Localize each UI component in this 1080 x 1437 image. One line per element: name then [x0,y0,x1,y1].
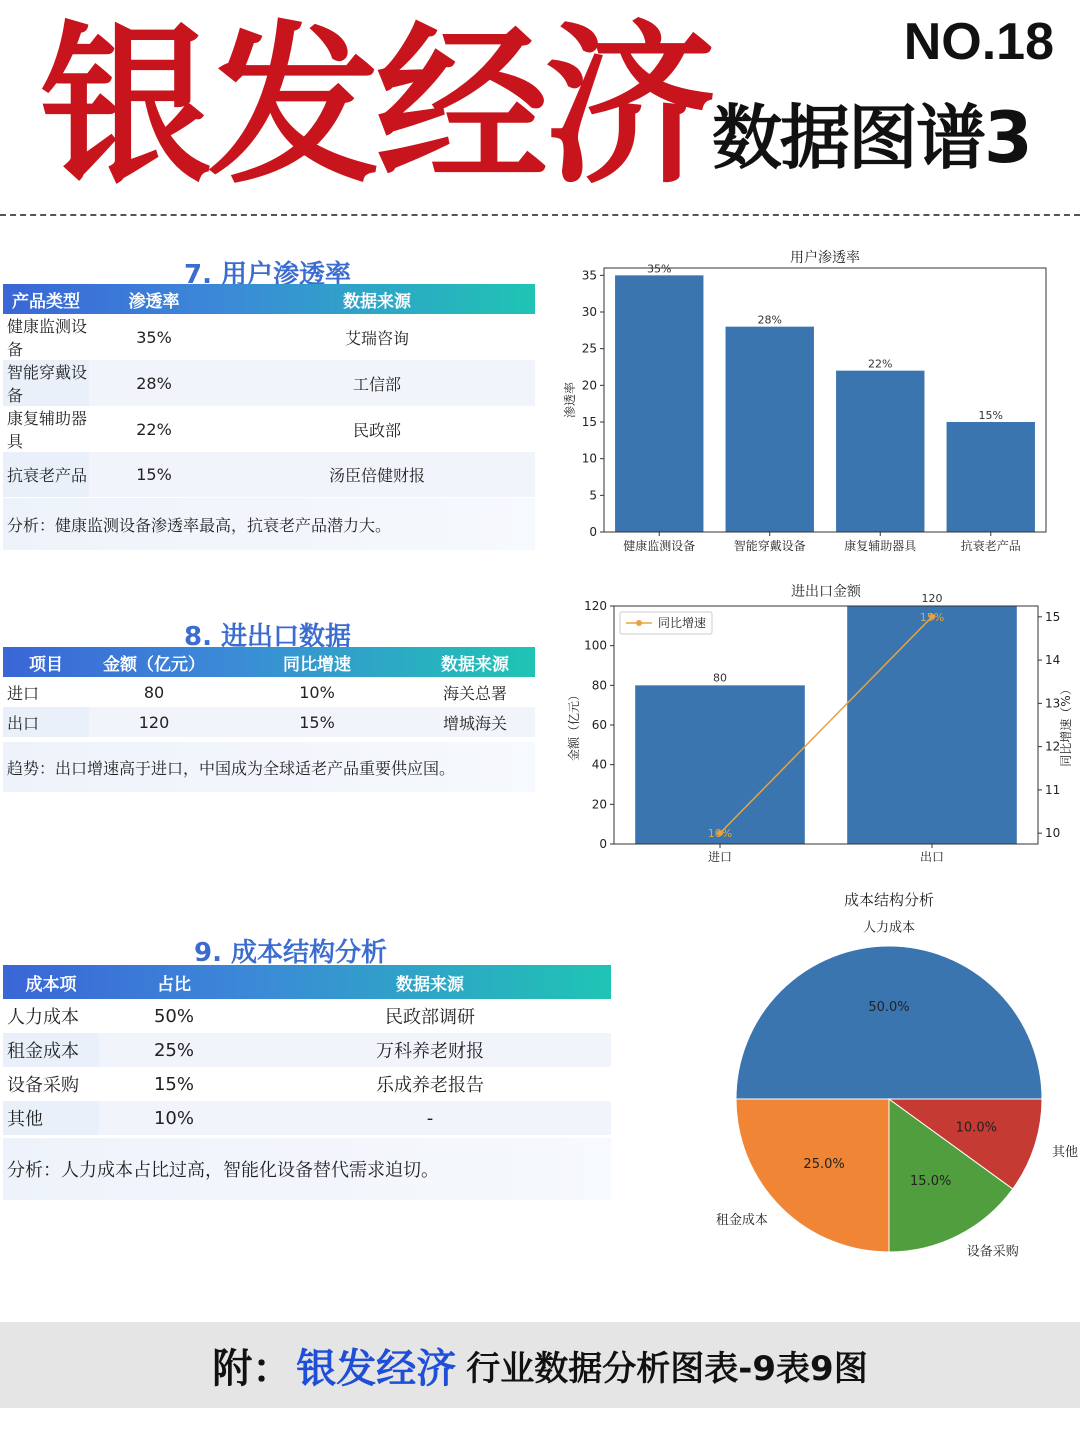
penetration-table [3,284,535,497]
data-label: 15% [978,409,1003,422]
legend-marker [636,620,642,626]
x-tick-label: 进口 [707,850,733,864]
x-tick-label: 抗衰老产品 [960,539,1021,553]
data-label: 80 [713,671,727,685]
source-cell: 工信部 [219,360,535,406]
data-label: 22% [868,357,893,371]
chart-title: 成本结构分析 [843,891,935,909]
bar [836,371,924,532]
x-tick-label: 康复辅助器具 [844,539,917,553]
section9-title: 9. 成本结构分析 [194,938,388,968]
share-cell: 50% [153,1005,194,1027]
column-header: 同比增速 [283,654,351,675]
share-cell: 15% [153,1073,194,1095]
item-cell: 出口 [3,707,89,737]
section9-note: 分析：人力成本占比过高，智能化设备替代需求迫切。 [3,1138,611,1200]
slice-category-label: 设备采购 [966,1244,1019,1260]
y-tick-label: 40 [591,757,607,772]
source-cell: 艾瑞咨询 [344,328,409,348]
dashed-divider [0,214,1080,216]
pie-slice [736,946,1042,1099]
table-header-row [3,647,535,677]
growth-cell: 10% [299,682,335,702]
footer-prefix: 附： [212,1345,293,1392]
data-label: 120 [921,592,943,605]
y2-tick-label: 11 [1045,782,1061,797]
table-header-row [3,284,535,314]
y-tick-label: 5 [589,488,597,503]
y-axis-label: 渗透率 [563,381,577,419]
slice-category-label: 租金成本 [715,1213,768,1229]
y-tick-label: 60 [591,718,607,732]
column-header: 产品类型 [12,291,80,312]
import-export-combo-chart [560,574,1076,870]
x-tick-label: 智能穿戴设备 [733,539,806,553]
issue-number: NO.18 [903,13,1054,71]
slice-percent-label: 50.0% [868,1000,910,1016]
chart-title: 进出口金额 [791,584,861,600]
y-tick-label: 20 [591,797,607,812]
growth-cell: 15% [219,707,415,737]
column-header: 渗透率 [128,291,180,312]
page-main-title: 银发经济 [40,6,712,207]
slice-percent-label: 10.0% [955,1120,997,1136]
column-header: 成本项 [25,974,77,995]
slice-category-label: 其他 [1051,1144,1078,1160]
footer-description: 行业数据分析图表-9表9图 [466,1348,868,1389]
slice-percent-label: 15.0% [910,1173,952,1189]
y2-tick-label: 15 [1045,609,1061,624]
source-cell: 汤臣倍健财报 [219,452,535,497]
section7-note: 分析：健康监测设备渗透率最高，抗衰老产品潜力大。 [3,498,535,550]
source-cell: 海关总署 [442,683,507,703]
legend-label: 同比增速 [658,616,707,630]
column-header: 数据来源 [396,974,464,995]
pie-slice [736,1099,889,1252]
chart-title: 用户渗透率 [790,250,860,266]
table-row [3,452,535,497]
y-tick-label: 30 [581,305,597,319]
penetration-bar-chart [560,244,1060,560]
column-header: 项目 [29,654,63,675]
y2-tick-label: 12 [1045,739,1061,754]
column-header: 数据来源 [343,291,411,312]
penetration-cell: 15% [89,452,219,497]
column-header: 金额（亿元） [103,654,205,675]
y-tick-label: 0 [599,837,607,851]
x-tick-label: 出口 [919,850,945,864]
y-axis-label: 金额（亿元） [567,688,581,762]
cost-structure-pie-chart [690,884,1080,1264]
slice-category-label: 人力成本 [862,920,916,936]
table-row [3,677,535,707]
penetration-cell: 22% [136,419,172,439]
section8-note: 趋势：出口增速高于进口，中国成为全球适老产品重要供应国。 [3,742,535,792]
bar [947,422,1035,532]
data-label: 35% [647,262,672,276]
y-tick-label: 100 [584,638,607,653]
cost-item-cell: 其他 [3,1101,99,1135]
table-row [3,999,611,1033]
growth-label: 15% [919,610,945,624]
y-tick-label: 10 [581,451,597,466]
source-cell: 民政部调研 [385,1007,475,1028]
y-tick-label: 80 [591,678,607,693]
product-type-cell: 智能穿戴设备 [3,360,89,406]
share-cell: 25% [99,1033,249,1067]
table-header-row [3,965,611,999]
table-row [3,1101,611,1135]
table-row [3,360,535,406]
table-row [3,1033,611,1067]
bar [726,327,814,532]
y-tick-label: 20 [581,378,597,393]
data-label: 28% [757,313,782,327]
product-type-cell: 康复辅助器具 [7,409,88,451]
footer-banner [0,1322,1080,1408]
source-cell: 万科养老财报 [249,1033,611,1067]
table-row [3,1067,611,1101]
product-type-cell: 健康监测设备 [7,317,88,359]
slice-percent-label: 25.0% [803,1156,845,1172]
table-row [3,406,535,452]
y-tick-label: 15 [581,415,597,429]
penetration-cell: 35% [136,327,172,347]
growth-label: 10% [707,827,733,841]
y-tick-label: 25 [581,341,597,356]
table-row [3,314,535,360]
y-tick-label: 120 [584,599,607,613]
y2-tick-label: 13 [1045,696,1061,711]
bar [635,685,805,844]
cost-structure-table [3,965,611,1135]
amount-cell: 80 [143,682,165,702]
source-cell: 乐成养老报告 [376,1075,484,1096]
section8-title: 8. 进出口数据 [184,622,352,652]
item-cell: 进口 [7,683,40,703]
x-tick-label: 健康监测设备 [623,539,696,553]
table-row [3,707,535,737]
bar [847,606,1017,844]
y-tick-label: 0 [589,525,597,539]
source-cell: 增城海关 [415,707,535,737]
cost-item-cell: 人力成本 [7,1007,79,1028]
amount-cell: 120 [89,707,219,737]
column-header: 数据来源 [441,654,509,675]
section7-title: 7. 用户渗透率 [184,260,352,290]
y-tick-label: 35 [581,268,597,283]
cost-item-cell: 租金成本 [3,1033,99,1067]
y2-tick-label: 10 [1045,826,1061,841]
cost-item-cell: 设备采购 [7,1075,79,1096]
source-cell: 民政部 [352,420,401,440]
y2-axis-label: 同比增速（%） [1059,683,1073,767]
source-cell: - [249,1101,611,1135]
column-header: 占比 [157,974,191,995]
product-type-cell: 抗衰老产品 [3,452,89,497]
bar [615,275,703,532]
y2-tick-label: 14 [1045,653,1061,668]
page-subtitle: 数据图谱3 [712,97,1031,179]
share-cell: 10% [99,1101,249,1135]
footer-brand: 银发经济 [296,1345,457,1392]
import-export-table [3,647,535,737]
penetration-cell: 28% [89,360,219,406]
